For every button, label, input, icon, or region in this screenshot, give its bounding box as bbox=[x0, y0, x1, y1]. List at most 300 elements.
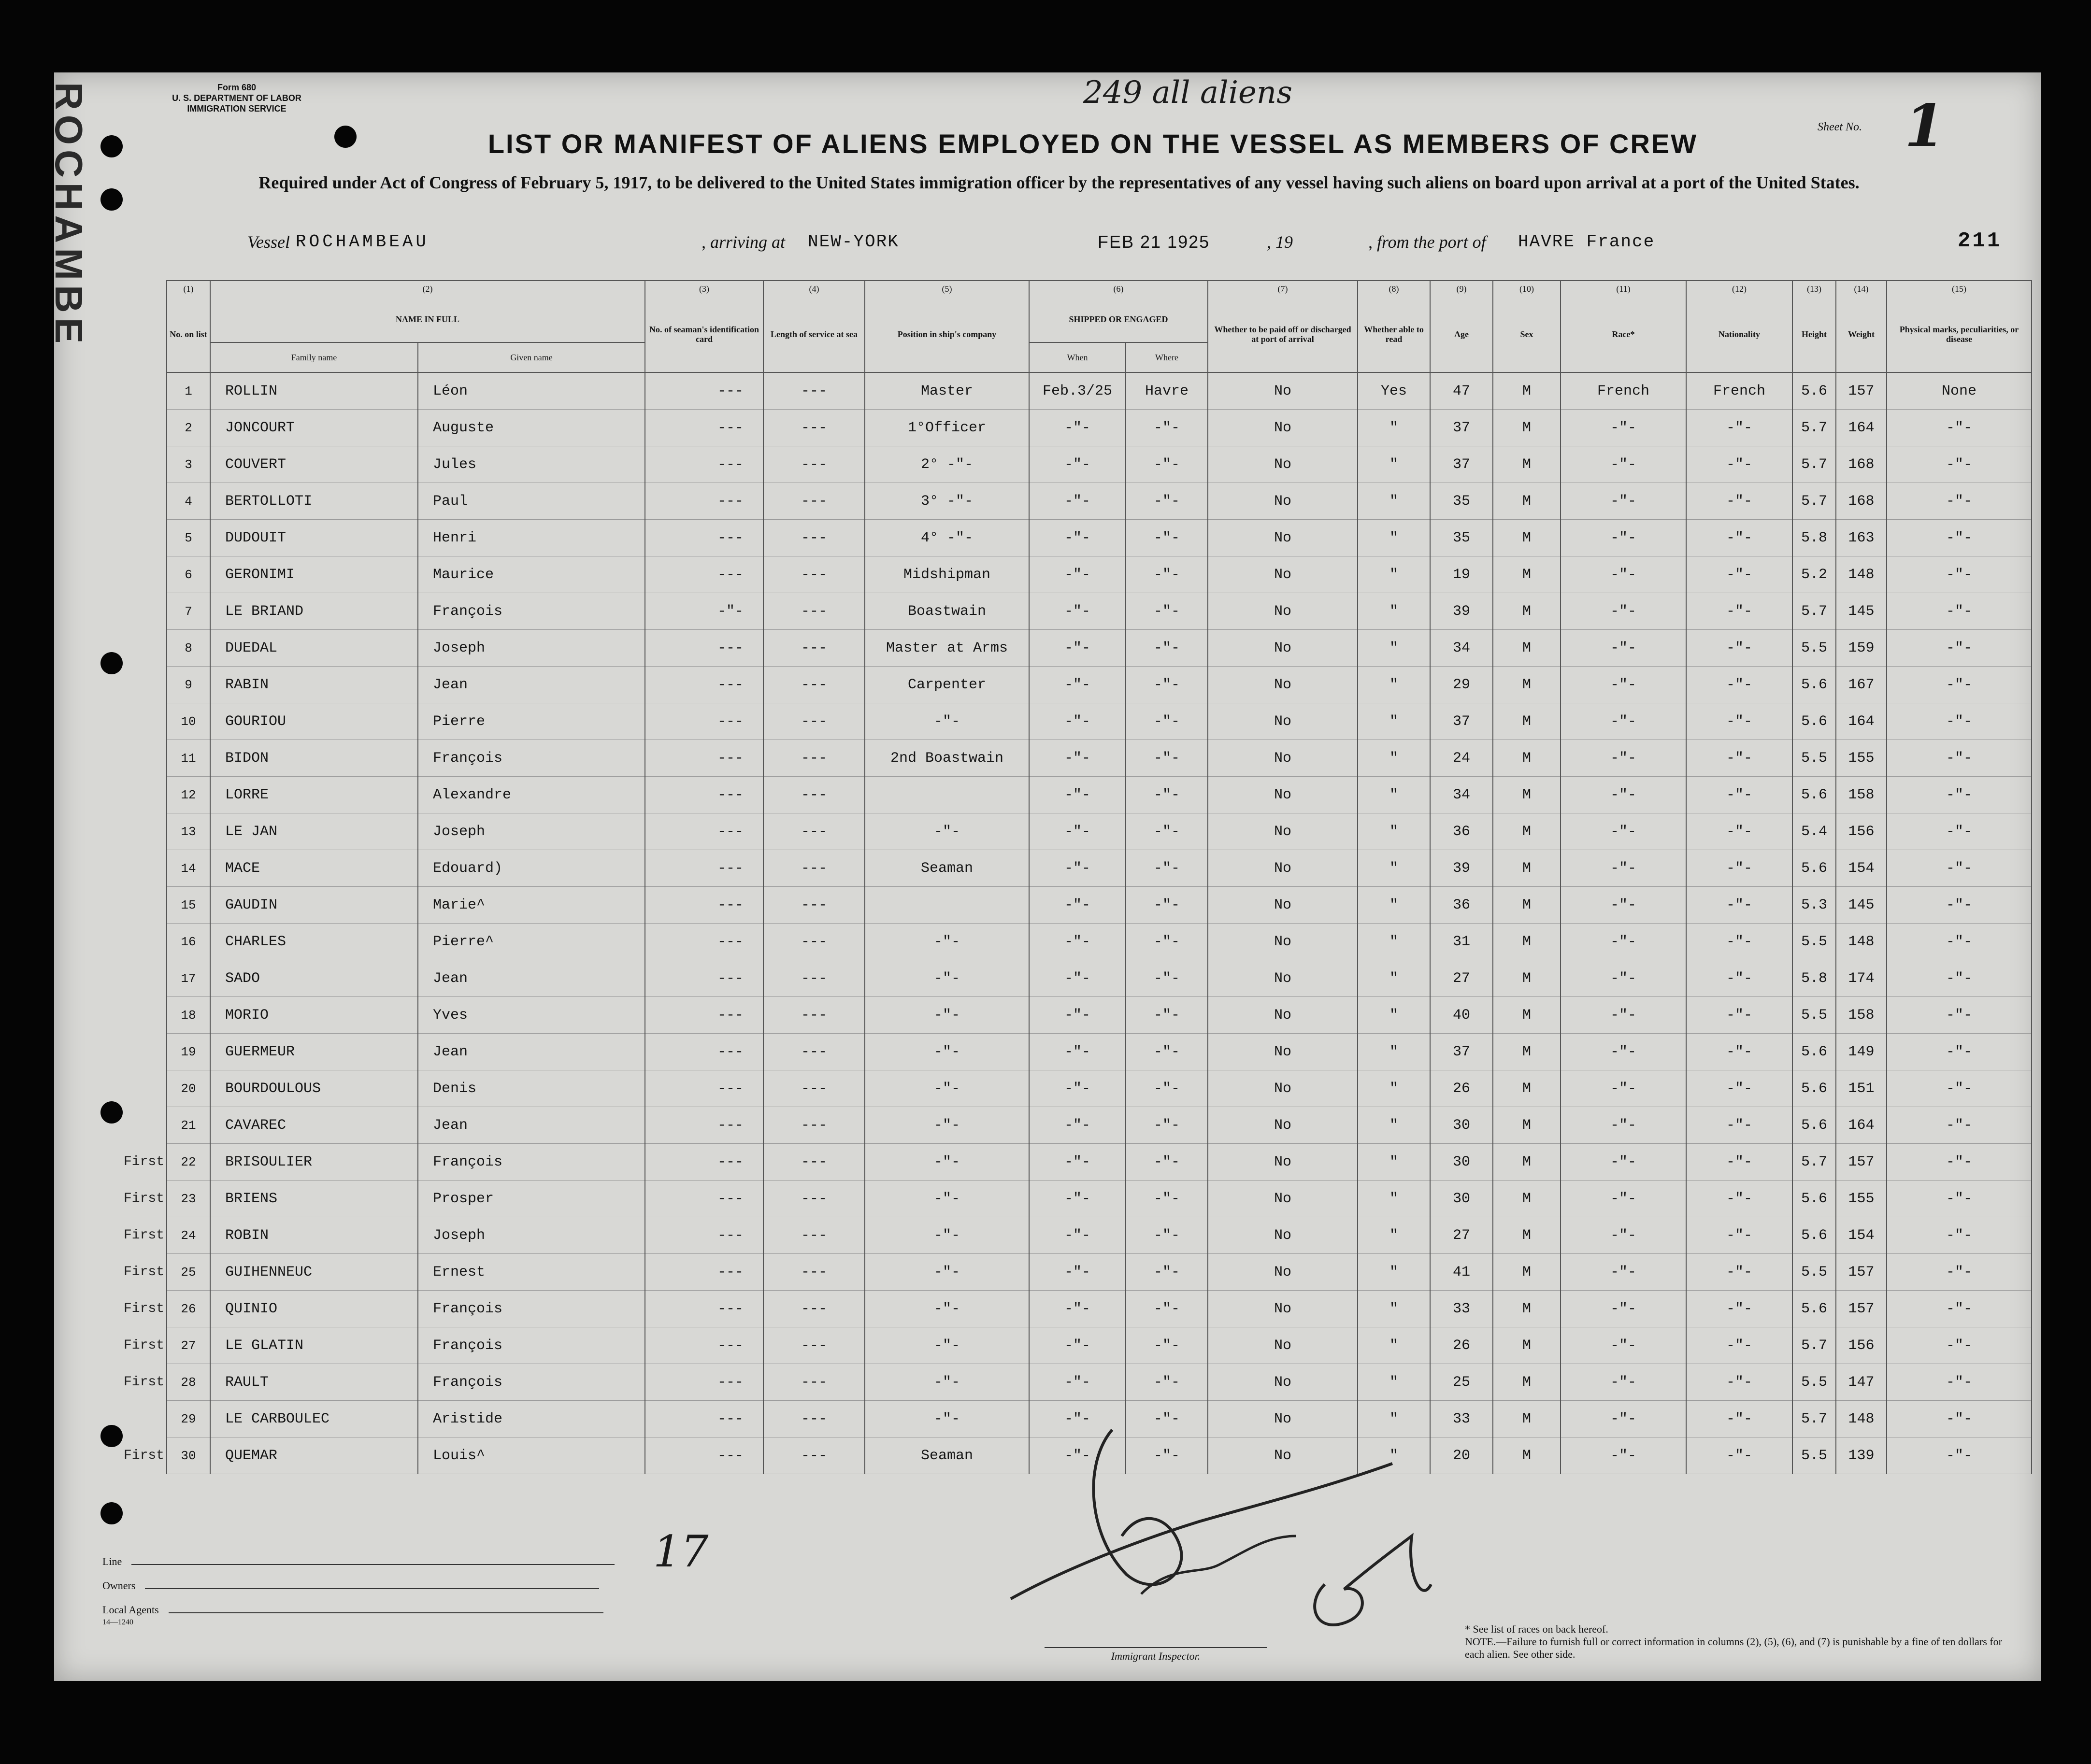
row-number: 22 bbox=[167, 1144, 210, 1181]
sex: M bbox=[1493, 887, 1561, 924]
height: 5.7 bbox=[1792, 1401, 1836, 1437]
race: -"- bbox=[1561, 740, 1686, 777]
weight: 156 bbox=[1836, 813, 1887, 850]
physical-marks: -"- bbox=[1887, 630, 2032, 667]
physical-marks: -"- bbox=[1887, 850, 2032, 887]
age: 35 bbox=[1430, 520, 1493, 556]
id-card: --- bbox=[645, 372, 763, 410]
height: 5.7 bbox=[1792, 1327, 1836, 1364]
weight: 149 bbox=[1836, 1034, 1887, 1070]
sex: M bbox=[1493, 1034, 1561, 1070]
position: 3° -"- bbox=[865, 483, 1029, 520]
sex: M bbox=[1493, 850, 1561, 887]
id-card: --- bbox=[645, 813, 763, 850]
inspector-signature bbox=[996, 1391, 1479, 1662]
given-name: Auguste bbox=[418, 410, 645, 446]
paid-off: No bbox=[1208, 1254, 1358, 1291]
age: 39 bbox=[1430, 593, 1493, 630]
penalty-note: NOTE.—Failure to furnish full or correct information in columns (2), (5), (6), and (7) is punishable by a fine of ten dollars for each alien. See other side. bbox=[1465, 1636, 2002, 1660]
margin-note: First bbox=[124, 1154, 165, 1169]
nationality: -"- bbox=[1686, 1217, 1792, 1254]
height: 5.6 bbox=[1792, 1217, 1836, 1254]
height: 5.7 bbox=[1792, 483, 1836, 520]
height: 5.7 bbox=[1792, 1144, 1836, 1181]
paid-off: No bbox=[1208, 446, 1358, 483]
given-name: François bbox=[418, 1291, 645, 1327]
given-name: Henri bbox=[418, 520, 645, 556]
race: -"- bbox=[1561, 850, 1686, 887]
given-name: François bbox=[418, 1364, 645, 1401]
height: 5.6 bbox=[1792, 777, 1836, 813]
id-card: --- bbox=[645, 520, 763, 556]
age: 34 bbox=[1430, 777, 1493, 813]
sex: M bbox=[1493, 960, 1561, 997]
family-name: COUVERT bbox=[210, 446, 418, 483]
page-subtitle: Required under Act of Congress of February 5, 1917, to be delivered to the United States immigration officer by the representatives of any vessel having such aliens on board upon arrival at a port of the United States. bbox=[258, 173, 1860, 192]
margin-note bbox=[122, 446, 167, 483]
position: -"- bbox=[865, 1144, 1029, 1181]
nationality: -"- bbox=[1686, 1144, 1792, 1181]
id-card: --- bbox=[645, 887, 763, 924]
race: -"- bbox=[1561, 446, 1686, 483]
shipped-where: -"- bbox=[1126, 1401, 1208, 1437]
nationality: -"- bbox=[1686, 997, 1792, 1034]
weight: 154 bbox=[1836, 1217, 1887, 1254]
race: -"- bbox=[1561, 1254, 1686, 1291]
row-number: 9 bbox=[167, 667, 210, 703]
sex: M bbox=[1493, 1254, 1561, 1291]
table-row bbox=[122, 1070, 2032, 1107]
length-service: --- bbox=[763, 1034, 865, 1070]
physical-marks: -"- bbox=[1887, 1364, 2032, 1401]
table-row bbox=[122, 960, 2032, 997]
able-read: " bbox=[1358, 1327, 1430, 1364]
position: -"- bbox=[865, 997, 1029, 1034]
paid-off: No bbox=[1208, 410, 1358, 446]
id-card: --- bbox=[645, 1070, 763, 1107]
col-num-8: (8) bbox=[1358, 281, 1430, 297]
nationality: -"- bbox=[1686, 813, 1792, 850]
height: 5.6 bbox=[1792, 1181, 1836, 1217]
id-card: --- bbox=[645, 630, 763, 667]
physical-marks: None bbox=[1887, 372, 2032, 410]
shipped-when: -"- bbox=[1029, 593, 1126, 630]
able-read: " bbox=[1358, 777, 1430, 813]
able-read: " bbox=[1358, 1107, 1430, 1144]
paid-off: No bbox=[1208, 1327, 1358, 1364]
paid-off: No bbox=[1208, 556, 1358, 593]
race: -"- bbox=[1561, 1327, 1686, 1364]
manifest-sheet bbox=[47, 72, 2041, 1681]
height: 5.6 bbox=[1792, 1070, 1836, 1107]
able-read: " bbox=[1358, 1144, 1430, 1181]
id-card: -"- bbox=[645, 593, 763, 630]
physical-marks: -"- bbox=[1887, 997, 2032, 1034]
weight: 148 bbox=[1836, 1401, 1887, 1437]
header-position: Position in ship's company bbox=[865, 297, 1029, 372]
row-number: 4 bbox=[167, 483, 210, 520]
physical-marks: -"- bbox=[1887, 520, 2032, 556]
age: 30 bbox=[1430, 1144, 1493, 1181]
sex: M bbox=[1493, 997, 1561, 1034]
given-name: Jean bbox=[418, 667, 645, 703]
length-service: --- bbox=[763, 850, 865, 887]
paid-off: No bbox=[1208, 924, 1358, 960]
given-name: Jean bbox=[418, 960, 645, 997]
id-card: --- bbox=[645, 446, 763, 483]
length-service: --- bbox=[763, 520, 865, 556]
physical-marks: -"- bbox=[1887, 1437, 2032, 1474]
row-number: 23 bbox=[167, 1181, 210, 1217]
race: -"- bbox=[1561, 813, 1686, 850]
height: 5.8 bbox=[1792, 520, 1836, 556]
table-row bbox=[122, 593, 2032, 630]
row-number: 13 bbox=[167, 813, 210, 850]
margin-note bbox=[122, 1107, 167, 1144]
family-name: BIDON bbox=[210, 740, 418, 777]
race: -"- bbox=[1561, 1364, 1686, 1401]
local-agents-label: Local Agents bbox=[102, 1604, 159, 1616]
age: 31 bbox=[1430, 924, 1493, 960]
paid-off: No bbox=[1208, 372, 1358, 410]
height: 5.6 bbox=[1792, 667, 1836, 703]
margin-note: First bbox=[124, 1448, 165, 1463]
shipped-when: -"- bbox=[1029, 1327, 1126, 1364]
family-name: BOURDOULOUS bbox=[210, 1070, 418, 1107]
nationality: -"- bbox=[1686, 667, 1792, 703]
family-name: MORIO bbox=[210, 997, 418, 1034]
id-card: --- bbox=[645, 1291, 763, 1327]
owners-label: Owners bbox=[102, 1579, 136, 1592]
height: 5.4 bbox=[1792, 813, 1836, 850]
position: Master bbox=[865, 372, 1029, 410]
race: -"- bbox=[1561, 1291, 1686, 1327]
race: -"- bbox=[1561, 1181, 1686, 1217]
given-name: Denis bbox=[418, 1070, 645, 1107]
given-name: Joseph bbox=[418, 630, 645, 667]
weight: 157 bbox=[1836, 1254, 1887, 1291]
row-number: 30 bbox=[167, 1437, 210, 1474]
table-row bbox=[122, 483, 2032, 520]
table-row bbox=[122, 556, 2032, 593]
length-service: --- bbox=[763, 372, 865, 410]
margin-note bbox=[122, 556, 167, 593]
sex: M bbox=[1493, 520, 1561, 556]
shipped-where: -"- bbox=[1126, 1217, 1208, 1254]
immigrant-inspector-label: Immigrant Inspector. bbox=[1045, 1647, 1267, 1663]
punch-hole bbox=[100, 1101, 123, 1124]
margin-note bbox=[122, 1034, 167, 1070]
physical-marks: -"- bbox=[1887, 1217, 2032, 1254]
table-row bbox=[122, 1034, 2032, 1070]
race: French bbox=[1561, 372, 1686, 410]
race: -"- bbox=[1561, 1070, 1686, 1107]
table-row bbox=[122, 924, 2032, 960]
weight: 155 bbox=[1836, 1181, 1887, 1217]
able-read: Yes bbox=[1358, 372, 1430, 410]
physical-marks: -"- bbox=[1887, 1070, 2032, 1107]
arrival-port: NEW-YORK bbox=[808, 232, 899, 252]
height: 5.6 bbox=[1792, 703, 1836, 740]
position: Seaman bbox=[865, 1437, 1029, 1474]
id-card: --- bbox=[645, 1217, 763, 1254]
able-read: " bbox=[1358, 446, 1430, 483]
weight: 145 bbox=[1836, 593, 1887, 630]
age: 25 bbox=[1430, 1364, 1493, 1401]
age: 30 bbox=[1430, 1107, 1493, 1144]
shipped-when: -"- bbox=[1029, 850, 1126, 887]
sex: M bbox=[1493, 446, 1561, 483]
able-read: " bbox=[1358, 593, 1430, 630]
from-port-label: , from the port of bbox=[1368, 232, 1486, 252]
col-num-9: (9) bbox=[1430, 281, 1493, 297]
height: 5.6 bbox=[1792, 1291, 1836, 1327]
paid-off: No bbox=[1208, 1070, 1358, 1107]
shipped-when: -"- bbox=[1029, 446, 1126, 483]
shipped-where: -"- bbox=[1126, 1327, 1208, 1364]
shipped-where: -"- bbox=[1126, 1254, 1208, 1291]
nationality: -"- bbox=[1686, 1070, 1792, 1107]
physical-marks: -"- bbox=[1887, 593, 2032, 630]
col-num-13: (13) bbox=[1792, 281, 1836, 297]
id-card: --- bbox=[645, 556, 763, 593]
physical-marks: -"- bbox=[1887, 667, 2032, 703]
row-number: 15 bbox=[167, 887, 210, 924]
shipped-when: Feb.3/25 bbox=[1029, 372, 1126, 410]
margin-note bbox=[122, 483, 167, 520]
height: 5.5 bbox=[1792, 924, 1836, 960]
margin-note bbox=[122, 960, 167, 997]
col-num-15: (15) bbox=[1887, 281, 2032, 297]
header-given-name: Given name bbox=[418, 342, 645, 372]
margin-note bbox=[122, 924, 167, 960]
sex: M bbox=[1493, 667, 1561, 703]
shipped-where: -"- bbox=[1126, 630, 1208, 667]
weight: 174 bbox=[1836, 960, 1887, 997]
weight: 148 bbox=[1836, 924, 1887, 960]
paid-off: No bbox=[1208, 1034, 1358, 1070]
given-name: François bbox=[418, 1144, 645, 1181]
sex: M bbox=[1493, 556, 1561, 593]
position: 1°Officer bbox=[865, 410, 1029, 446]
given-name: Paul bbox=[418, 483, 645, 520]
sex: M bbox=[1493, 1401, 1561, 1437]
shipped-where: -"- bbox=[1126, 777, 1208, 813]
position bbox=[865, 777, 1029, 813]
race: -"- bbox=[1561, 887, 1686, 924]
family-name: QUINIO bbox=[210, 1291, 418, 1327]
table-row bbox=[122, 1144, 2032, 1181]
age: 33 bbox=[1430, 1291, 1493, 1327]
paid-off: No bbox=[1208, 1291, 1358, 1327]
family-name: DUDOUIT bbox=[210, 520, 418, 556]
weight: 167 bbox=[1836, 667, 1887, 703]
header-nationality: Nationality bbox=[1686, 297, 1792, 372]
row-number: 29 bbox=[167, 1401, 210, 1437]
paid-off: No bbox=[1208, 1144, 1358, 1181]
position: Master at Arms bbox=[865, 630, 1029, 667]
id-card: --- bbox=[645, 703, 763, 740]
position: Midshipman bbox=[865, 556, 1029, 593]
weight: 157 bbox=[1836, 372, 1887, 410]
physical-marks: -"- bbox=[1887, 483, 2032, 520]
header-name-in-full: NAME IN FULL bbox=[210, 297, 645, 342]
race: -"- bbox=[1561, 630, 1686, 667]
able-read: " bbox=[1358, 740, 1430, 777]
margin-note bbox=[122, 813, 167, 850]
punch-hole bbox=[100, 135, 123, 157]
length-service: --- bbox=[763, 960, 865, 997]
given-name: François bbox=[418, 593, 645, 630]
table-row bbox=[122, 887, 2032, 924]
race: -"- bbox=[1561, 703, 1686, 740]
id-card: --- bbox=[645, 924, 763, 960]
position: -"- bbox=[865, 1107, 1029, 1144]
family-name: GOURIOU bbox=[210, 703, 418, 740]
paid-off: No bbox=[1208, 1107, 1358, 1144]
id-card: --- bbox=[645, 1254, 763, 1291]
able-read: " bbox=[1358, 556, 1430, 593]
header-physical-marks: Physical marks, peculiarities, or disease bbox=[1887, 297, 2032, 372]
position: 4° -"- bbox=[865, 520, 1029, 556]
able-read: " bbox=[1358, 813, 1430, 850]
age: 27 bbox=[1430, 1217, 1493, 1254]
margin-note bbox=[122, 740, 167, 777]
nationality: -"- bbox=[1686, 556, 1792, 593]
nationality: -"- bbox=[1686, 446, 1792, 483]
table-row bbox=[122, 1217, 2032, 1254]
given-name: Edouard) bbox=[418, 850, 645, 887]
row-number: 21 bbox=[167, 1107, 210, 1144]
shipped-where: Havre bbox=[1126, 372, 1208, 410]
race: -"- bbox=[1561, 1217, 1686, 1254]
id-card: --- bbox=[645, 1107, 763, 1144]
margin-note bbox=[122, 1070, 167, 1107]
shipped-where: -"- bbox=[1126, 1181, 1208, 1217]
row-number: 14 bbox=[167, 850, 210, 887]
row-number: 7 bbox=[167, 593, 210, 630]
row-number: 25 bbox=[167, 1254, 210, 1291]
row-number: 19 bbox=[167, 1034, 210, 1070]
shipped-where: -"- bbox=[1126, 997, 1208, 1034]
physical-marks: -"- bbox=[1887, 1254, 2032, 1291]
header-weight: Weight bbox=[1836, 297, 1887, 372]
position: -"- bbox=[865, 1217, 1029, 1254]
length-service: --- bbox=[763, 813, 865, 850]
id-card: --- bbox=[645, 1034, 763, 1070]
family-name: ROLLIN bbox=[210, 372, 418, 410]
shipped-when: -"- bbox=[1029, 740, 1126, 777]
position: -"- bbox=[865, 703, 1029, 740]
weight: 147 bbox=[1836, 1364, 1887, 1401]
height: 5.6 bbox=[1792, 1107, 1836, 1144]
family-name: RAULT bbox=[210, 1364, 418, 1401]
id-card: --- bbox=[645, 960, 763, 997]
row-number: 26 bbox=[167, 1291, 210, 1327]
given-name: Jean bbox=[418, 1034, 645, 1070]
family-name: DUEDAL bbox=[210, 630, 418, 667]
able-read: " bbox=[1358, 410, 1430, 446]
sex: M bbox=[1493, 1291, 1561, 1327]
given-name: Prosper bbox=[418, 1181, 645, 1217]
table-row bbox=[122, 740, 2032, 777]
paid-off: No bbox=[1208, 1437, 1358, 1474]
header-no-on-list: No. on list bbox=[167, 297, 210, 372]
position: -"- bbox=[865, 924, 1029, 960]
sex: M bbox=[1493, 1181, 1561, 1217]
nationality: -"- bbox=[1686, 1401, 1792, 1437]
col-num-5: (5) bbox=[865, 281, 1029, 297]
margin-note: First bbox=[124, 1338, 165, 1353]
family-name: LORRE bbox=[210, 777, 418, 813]
race: -"- bbox=[1561, 1107, 1686, 1144]
row-number: 5 bbox=[167, 520, 210, 556]
length-service: --- bbox=[763, 1364, 865, 1401]
paid-off: No bbox=[1208, 777, 1358, 813]
nationality: -"- bbox=[1686, 777, 1792, 813]
nationality: -"- bbox=[1686, 410, 1792, 446]
shipped-when: -"- bbox=[1029, 1401, 1126, 1437]
given-name: Jules bbox=[418, 446, 645, 483]
table-row bbox=[122, 1291, 2032, 1327]
shipped-where: -"- bbox=[1126, 593, 1208, 630]
header-family-name: Family name bbox=[210, 342, 418, 372]
sex: M bbox=[1493, 1144, 1561, 1181]
paid-off: No bbox=[1208, 887, 1358, 924]
shipped-when: -"- bbox=[1029, 960, 1126, 997]
length-service: --- bbox=[763, 924, 865, 960]
able-read: " bbox=[1358, 520, 1430, 556]
given-name: Aristide bbox=[418, 1401, 645, 1437]
row-number: 3 bbox=[167, 446, 210, 483]
race: -"- bbox=[1561, 593, 1686, 630]
id-card: --- bbox=[645, 1364, 763, 1401]
length-service: --- bbox=[763, 1181, 865, 1217]
nationality: -"- bbox=[1686, 960, 1792, 997]
form-number: Form 680 bbox=[217, 83, 257, 92]
physical-marks: -"- bbox=[1887, 1034, 2032, 1070]
family-name: LE BRIAND bbox=[210, 593, 418, 630]
position: Seaman bbox=[865, 850, 1029, 887]
sex: M bbox=[1493, 777, 1561, 813]
id-card: --- bbox=[645, 740, 763, 777]
table-row bbox=[122, 1254, 2032, 1291]
row-number: 27 bbox=[167, 1327, 210, 1364]
physical-marks: -"- bbox=[1887, 777, 2032, 813]
given-name: Pierre bbox=[418, 703, 645, 740]
position: -"- bbox=[865, 813, 1029, 850]
given-name: Pierre^ bbox=[418, 924, 645, 960]
race-note: * See list of races on back hereof. bbox=[1465, 1623, 1608, 1635]
race: -"- bbox=[1561, 924, 1686, 960]
paid-off: No bbox=[1208, 630, 1358, 667]
id-card: --- bbox=[645, 1144, 763, 1181]
able-read: " bbox=[1358, 1217, 1430, 1254]
physical-marks: -"- bbox=[1887, 960, 2032, 997]
height: 5.6 bbox=[1792, 850, 1836, 887]
margin-note: First bbox=[124, 1191, 165, 1206]
age: 20 bbox=[1430, 1437, 1493, 1474]
able-read: " bbox=[1358, 1181, 1430, 1217]
age: 34 bbox=[1430, 630, 1493, 667]
nationality: -"- bbox=[1686, 1291, 1792, 1327]
physical-marks: -"- bbox=[1887, 1144, 2032, 1181]
row-number: 2 bbox=[167, 410, 210, 446]
given-name: Louis^ bbox=[418, 1437, 645, 1474]
family-name: RABIN bbox=[210, 667, 418, 703]
shipped-when: -"- bbox=[1029, 556, 1126, 593]
sex: M bbox=[1493, 924, 1561, 960]
